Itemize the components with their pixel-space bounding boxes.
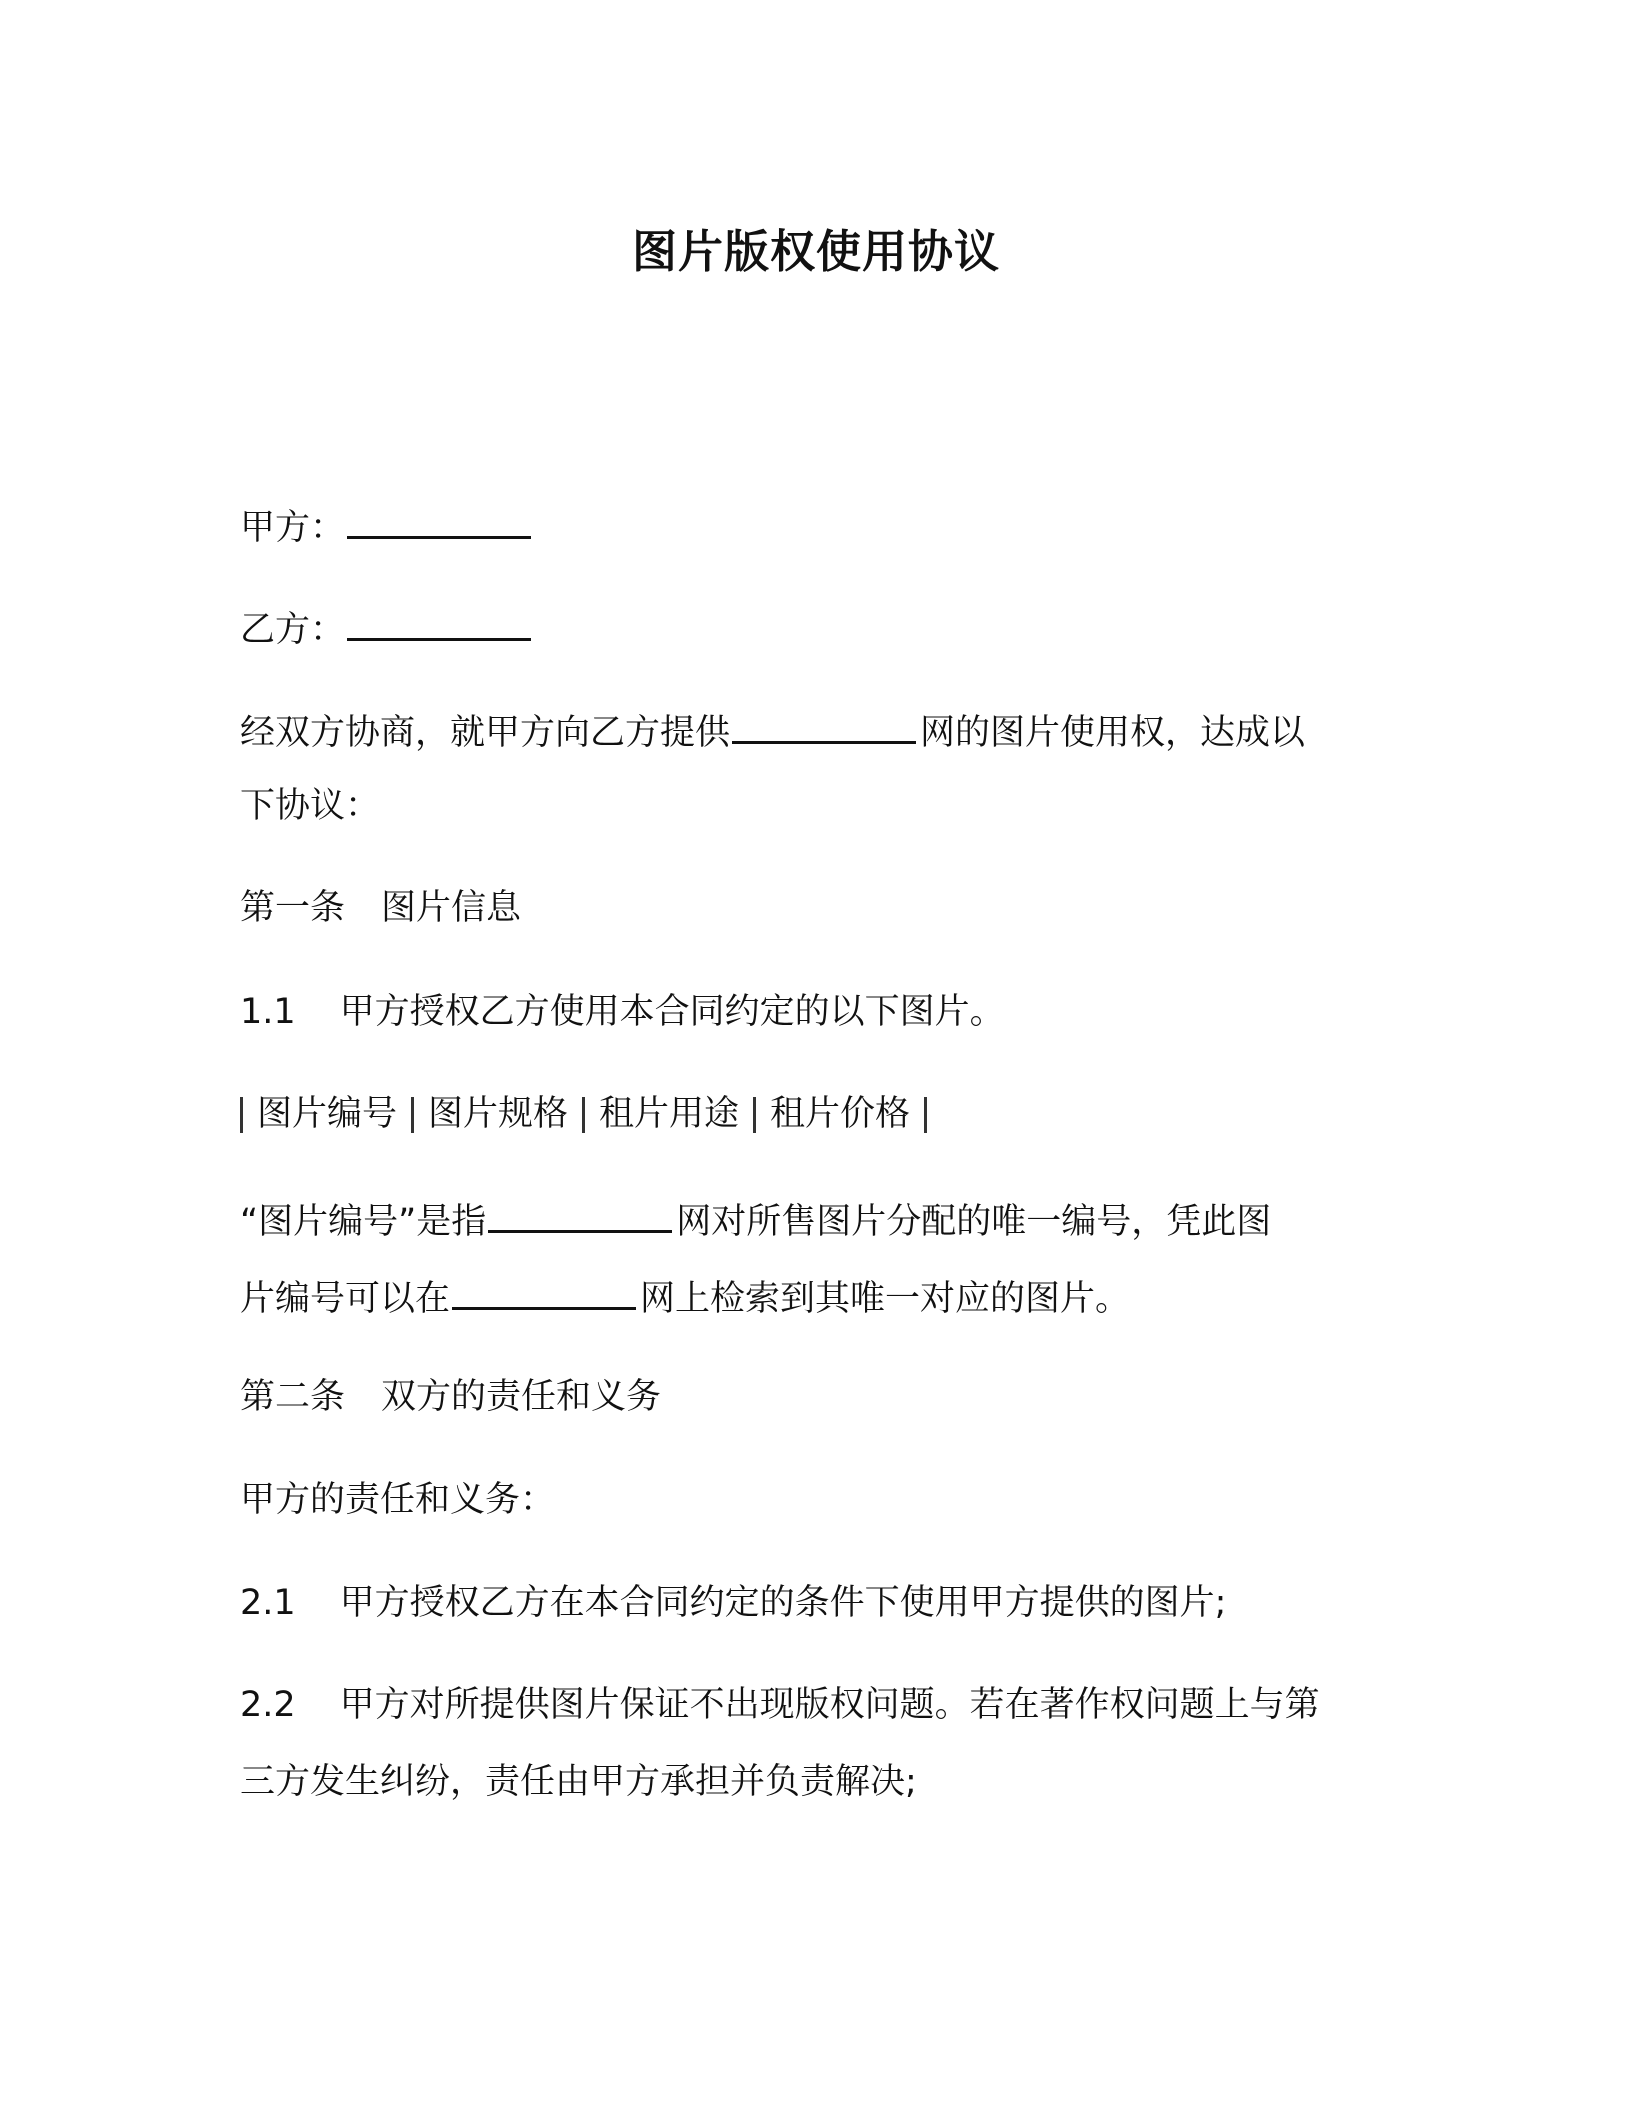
article-1-number: 第一条 [240,888,346,928]
clause-2-2-number: 2.2 [240,1685,296,1725]
table-header-cell: 图片规格 [428,1094,569,1134]
website-blank [732,705,916,744]
definition-text-pre: “图片编号”是指 [240,1202,487,1242]
table-header-cell: 图片编号 [257,1094,398,1134]
website-blank [452,1271,636,1310]
definition-2-text-post: 网上检索到其唯一对应的图片。 [640,1279,1131,1319]
intro-text-pre: 经双方协商，就甲方向乙方提供 [240,713,731,753]
article-1-title: 图片信息 [381,888,522,928]
party-a-duties-heading: 甲方的责任和义务： [240,1480,556,1520]
clause-1-1 [240,988,1005,1036]
party-b-blank [347,602,531,641]
article-2-number: 第二条 [240,1377,346,1417]
definition-2-text-pre: 片编号可以在 [240,1279,451,1319]
clause-2-2 [240,1681,1320,1729]
definition-line-1 [240,1194,1271,1246]
intro-line-2: 下协议： [240,786,381,826]
clause-2-1 [240,1579,1226,1627]
clause-1-1-text: 甲方授权乙方使用本合同约定的以下图片。 [339,992,1005,1032]
clause-2-1-text: 甲方授权乙方在本合同约定的条件下使用甲方提供的图片; [339,1583,1227,1623]
clause-1-1-number: 1.1 [240,992,296,1032]
intro-text-post: 网的图片使用权，达成以 [920,713,1306,753]
clause-2-2-continuation: 三方发生纠纷，责任由甲方承担并负责解决; [240,1762,917,1802]
party-a-label: 甲方： [240,508,346,548]
definition-text-post: 网对所售图片分配的唯一编号，凭此图 [676,1202,1272,1242]
table-header-cell: 租片价格 [770,1094,911,1134]
clause-2-1-number: 2.1 [240,1583,296,1623]
article-2-heading [240,1373,661,1421]
party-a-line [240,500,535,552]
party-b-line [240,602,535,654]
party-a-blank [347,500,531,539]
website-blank [488,1194,672,1233]
article-2-title: 双方的责任和义务 [381,1377,662,1417]
intro-line-1 [240,705,1305,757]
clause-2-2-text: 甲方对所提供图片保证不出现版权问题。若在著作权问题上与第 [339,1685,1320,1725]
definition-line-2 [240,1271,1130,1323]
table-header-row [240,1090,941,1138]
document-title: 图片版权使用协议 [631,225,1000,278]
party-b-label: 乙方： [240,610,346,650]
table-header-cell: 租片用途 [599,1094,740,1134]
article-1-heading [240,884,521,932]
